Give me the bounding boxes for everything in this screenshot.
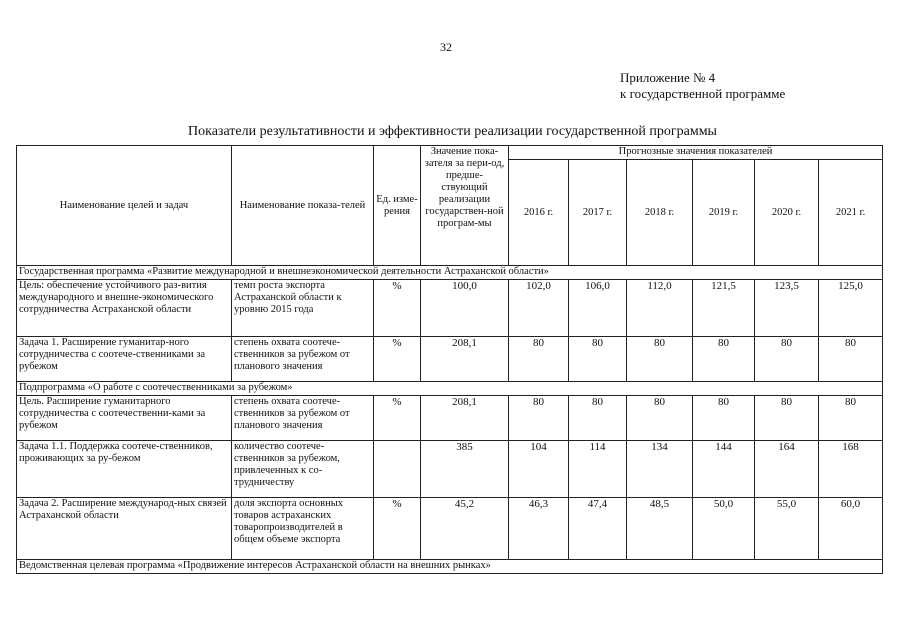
unit-cell: % bbox=[374, 280, 421, 337]
value-cell: 80 bbox=[819, 337, 883, 382]
header-indicators: Наименование показа-телей bbox=[232, 146, 374, 266]
value-cell: 104 bbox=[509, 441, 569, 498]
value-cell: 60,0 bbox=[819, 498, 883, 560]
baseline-cell: 208,1 bbox=[421, 337, 509, 382]
value-cell: 168 bbox=[819, 441, 883, 498]
header-forecast: Прогнозные значения показателей bbox=[509, 146, 883, 160]
value-cell: 80 bbox=[509, 396, 569, 441]
goal-cell: Цель. Расширение гуманитарного сотрудничества с соотечественни-ками за рубежом bbox=[17, 396, 232, 441]
table-row bbox=[17, 280, 883, 337]
indicator-cell: темп роста экспорта Астраханской области к уровню 2015 года bbox=[232, 280, 374, 337]
section-row-departmental bbox=[17, 560, 883, 574]
table-row bbox=[17, 337, 883, 382]
value-cell: 48,5 bbox=[627, 498, 693, 560]
table-row bbox=[17, 441, 883, 498]
value-cell: 102,0 bbox=[509, 280, 569, 337]
value-cell: 80 bbox=[693, 396, 755, 441]
value-cell: 46,3 bbox=[509, 498, 569, 560]
header-year: 2020 г. bbox=[755, 160, 819, 266]
value-cell: 125,0 bbox=[819, 280, 883, 337]
baseline-cell: 385 bbox=[421, 441, 509, 498]
header-baseline: Значение пока-зателя за пери-од, предше-ствующий реализации государствен-ной програм-мы bbox=[421, 146, 509, 266]
value-cell: 80 bbox=[569, 396, 627, 441]
value-cell: 80 bbox=[819, 396, 883, 441]
indicators-table bbox=[16, 145, 883, 574]
appendix-note bbox=[620, 70, 785, 102]
header-goals: Наименование целей и задач bbox=[17, 146, 232, 266]
section-row-program bbox=[17, 266, 883, 280]
value-cell: 164 bbox=[755, 441, 819, 498]
page-number: 32 bbox=[440, 40, 452, 54]
value-cell: 80 bbox=[693, 337, 755, 382]
value-cell: 55,0 bbox=[755, 498, 819, 560]
goal-cell: Задача 2. Расширение международ-ных связей Астраханской области bbox=[17, 498, 232, 560]
value-cell: 80 bbox=[627, 337, 693, 382]
document-title: Показатели результативности и эффективности реализации государственной программы bbox=[188, 124, 717, 139]
section-row-subprogram bbox=[17, 382, 883, 396]
section-departmental: Ведомственная целевая программа «Продвижение интересов Астраханской области на внешних рынках» bbox=[17, 560, 883, 574]
unit-cell: % bbox=[374, 396, 421, 441]
indicator-cell: степень охвата соотече-ственников за рубежом от планового значения bbox=[232, 396, 374, 441]
header-year: 2017 г. bbox=[569, 160, 627, 266]
value-cell: 144 bbox=[693, 441, 755, 498]
baseline-cell: 100,0 bbox=[421, 280, 509, 337]
value-cell: 112,0 bbox=[627, 280, 693, 337]
unit-cell: % bbox=[374, 498, 421, 560]
goal-cell: Задача 1. Расширение гуманитар-ного сотрудничества с соотече-ственниками за рубежом bbox=[17, 337, 232, 382]
header-year: 2016 г. bbox=[509, 160, 569, 266]
value-cell: 123,5 bbox=[755, 280, 819, 337]
goal-cell: Задача 1.1. Поддержка соотече-ственников, проживающих за ру-бежом bbox=[17, 441, 232, 498]
table-row bbox=[17, 498, 883, 560]
unit-cell bbox=[374, 441, 421, 498]
value-cell: 50,0 bbox=[693, 498, 755, 560]
indicator-cell: степень охвата соотече-ственников за рубежом от планового значения bbox=[232, 337, 374, 382]
appendix-line-1: Приложение № 4 bbox=[620, 70, 716, 85]
value-cell: 114 bbox=[569, 441, 627, 498]
section-subprogram: Подпрограмма «О работе с соотечественниками за рубежом» bbox=[17, 382, 883, 396]
baseline-cell: 45,2 bbox=[421, 498, 509, 560]
table-row bbox=[17, 396, 883, 441]
value-cell: 106,0 bbox=[569, 280, 627, 337]
value-cell: 80 bbox=[569, 337, 627, 382]
unit-cell: % bbox=[374, 337, 421, 382]
header-year: 2018 г. bbox=[627, 160, 693, 266]
value-cell: 134 bbox=[627, 441, 693, 498]
header-year: 2019 г. bbox=[693, 160, 755, 266]
value-cell: 47,4 bbox=[569, 498, 627, 560]
section-program: Государственная программа «Развитие международной и внешнеэкономической деятельности Астраханской области» bbox=[17, 266, 883, 280]
baseline-cell: 208,1 bbox=[421, 396, 509, 441]
header-row-top bbox=[17, 146, 883, 160]
header-unit: Ед. изме-рения bbox=[374, 146, 421, 266]
value-cell: 80 bbox=[755, 396, 819, 441]
value-cell: 80 bbox=[755, 337, 819, 382]
indicator-cell: доля экспорта основных товаров астраханских товаропроизводителей в общем объеме экспорта bbox=[232, 498, 374, 560]
value-cell: 121,5 bbox=[693, 280, 755, 337]
appendix-line-2: к государственной программе bbox=[620, 86, 786, 101]
indicator-cell: количество соотече-ственников за рубежом, привлеченных к со-трудничеству bbox=[232, 441, 374, 498]
goal-cell: Цель: обеспечение устойчивого раз-вития международного и внешне-экономического сотрудничества Астраханской области bbox=[17, 280, 232, 337]
value-cell: 80 bbox=[509, 337, 569, 382]
header-year: 2021 г. bbox=[819, 160, 883, 266]
value-cell: 80 bbox=[627, 396, 693, 441]
